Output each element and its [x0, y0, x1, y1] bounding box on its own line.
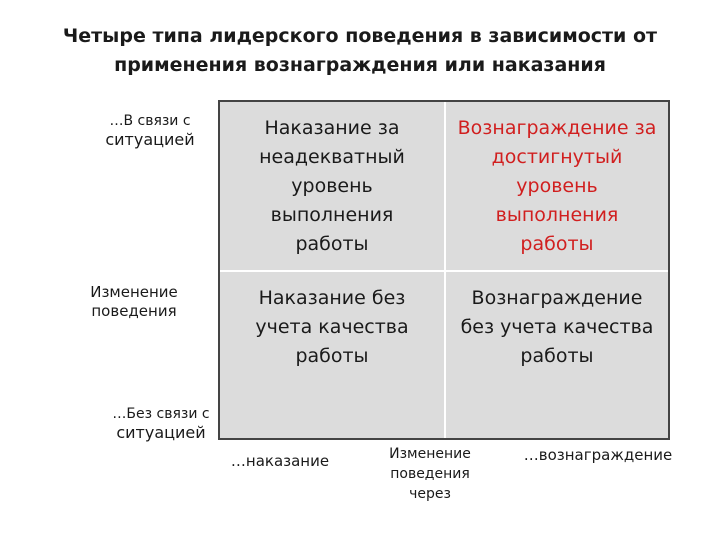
cell-top-left-line: работы: [295, 232, 369, 255]
y-label-bottom-line-2: ситуацией: [116, 423, 206, 442]
x-label-right: …вознаграждение: [523, 446, 673, 464]
y-label-top: [100, 112, 200, 150]
y-label-bottom: [108, 405, 214, 443]
y-label-bottom-line-1: …Без связи с: [112, 406, 210, 422]
cell-top-left-line: выполнения: [270, 203, 394, 226]
title-line-1: Четыре типа лидерского поведения в зависимости от: [62, 25, 658, 47]
y-label-top-line-1: …В связи с: [109, 113, 191, 129]
cell-top-right-line: работы: [520, 232, 594, 255]
cell-top-right: [446, 102, 668, 270]
diagram-title: [40, 22, 680, 80]
quadrant-grid: [218, 100, 670, 440]
y-label-middle-line-1: Изменение: [90, 283, 178, 301]
x-label-middle-line-3: через: [409, 486, 451, 502]
y-label-middle: [82, 283, 186, 321]
y-label-top-line-2: ситуацией: [105, 130, 195, 149]
cell-bottom-left-line: Наказание без: [258, 286, 406, 309]
cell-bottom-left: [220, 272, 444, 438]
cell-top-right-line: достигнутый: [491, 145, 623, 168]
x-label-middle-line-1: Изменение: [389, 446, 471, 462]
cell-top-left-line: Наказание за: [264, 116, 400, 139]
cell-bottom-right-line: Вознаграждение: [471, 286, 643, 309]
title-line-2: применения вознаграждения или наказания: [114, 54, 606, 76]
cell-bottom-left-line: учета качества: [255, 315, 409, 338]
cell-bottom-left-line: работы: [295, 344, 369, 367]
x-label-middle: [375, 444, 485, 504]
cell-bottom-right-line: без учета качества: [460, 315, 654, 338]
x-label-left: …наказание: [230, 452, 330, 470]
cell-top-left-line: неадекватный: [259, 145, 405, 168]
cell-top-left-line: уровень: [291, 174, 373, 197]
cell-top-right-line: выполнения: [495, 203, 619, 226]
cell-bottom-right: [446, 272, 668, 438]
y-label-middle-line-2: поведения: [91, 302, 177, 320]
x-label-middle-line-2: поведения: [390, 466, 470, 482]
cell-top-right-line: уровень: [516, 174, 598, 197]
cell-bottom-right-line: работы: [520, 344, 594, 367]
cell-top-left: [220, 102, 444, 270]
cell-top-right-line: Вознаграждение за: [457, 116, 657, 139]
